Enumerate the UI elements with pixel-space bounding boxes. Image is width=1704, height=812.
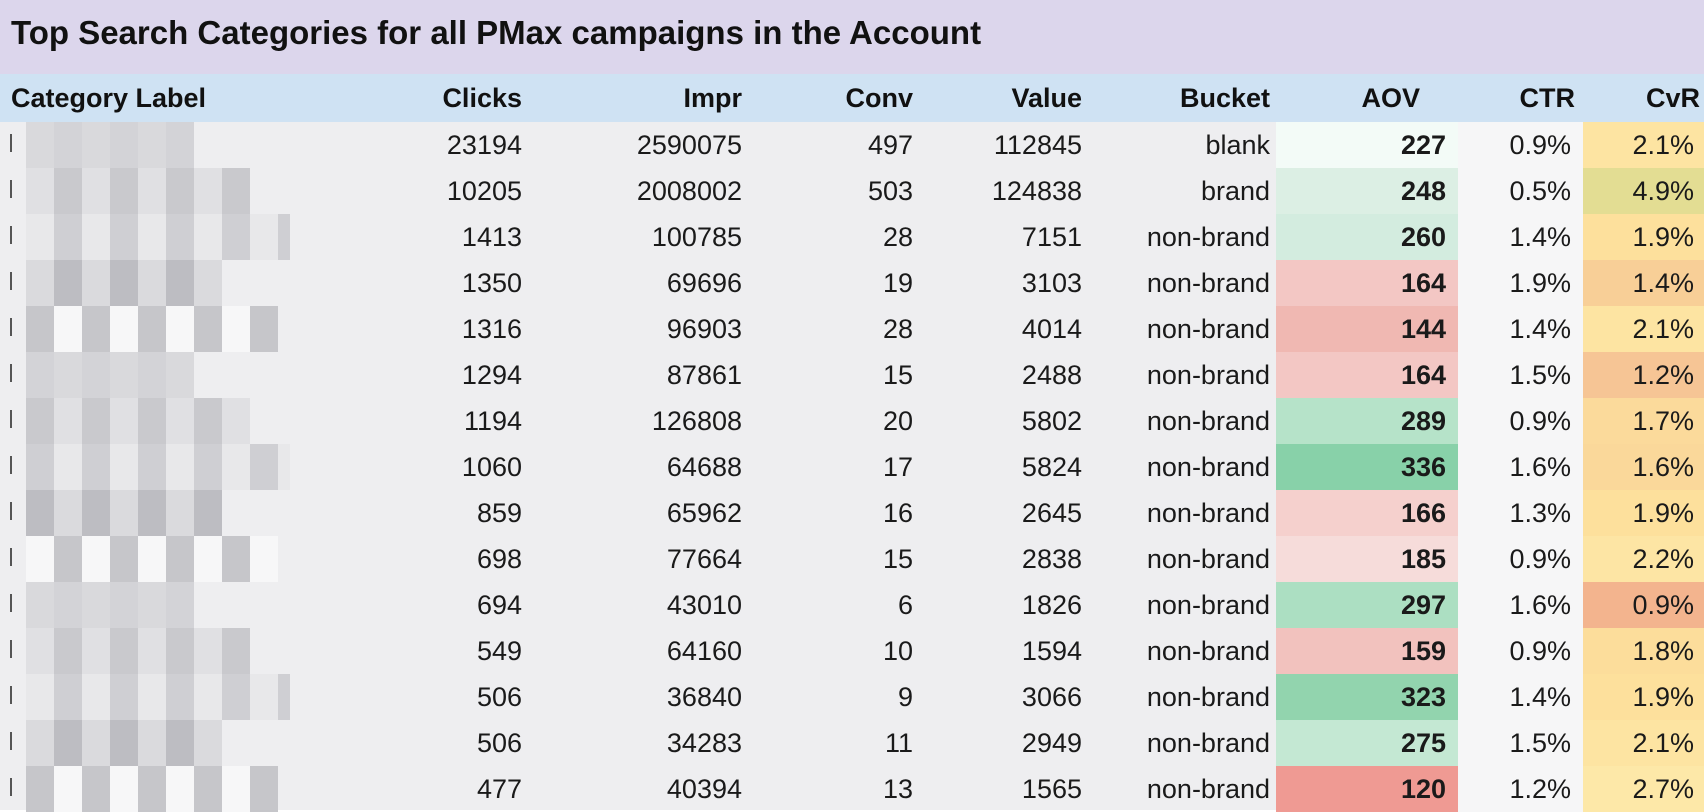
- table-row[interactable]: [0, 352, 1704, 398]
- redaction-block: [26, 260, 54, 306]
- redaction-block: [166, 582, 194, 628]
- header-value[interactable]: Value: [1011, 83, 1082, 113]
- redaction-block: [82, 720, 110, 766]
- cell-clicks[interactable]: 477: [476, 774, 522, 804]
- cell-impr[interactable]: 40394: [666, 774, 742, 804]
- cell-conv[interactable]: 16: [882, 498, 913, 528]
- cell-bucket[interactable]: non-brand: [1146, 544, 1270, 574]
- cell-ctr[interactable]: 0.9%: [1458, 536, 1583, 582]
- cell-conv[interactable]: 6: [897, 590, 913, 620]
- redaction-block: [166, 674, 194, 720]
- redaction-block: [166, 628, 194, 674]
- redaction-block: [222, 444, 250, 490]
- redaction-block: [222, 628, 250, 674]
- redaction-block: [194, 168, 222, 214]
- redaction-block: [54, 306, 82, 352]
- cell-cvr[interactable]: 4.9%: [1583, 168, 1704, 214]
- table-row[interactable]: [0, 536, 1704, 582]
- redaction-block: [278, 214, 290, 260]
- redaction-block: [138, 720, 166, 766]
- redaction-block: [54, 168, 82, 214]
- cell-bucket[interactable]: non-brand: [1146, 360, 1270, 390]
- redaction-block: [82, 352, 110, 398]
- redaction-block: [194, 214, 222, 260]
- redaction-block: [82, 582, 110, 628]
- cell-aov[interactable]: 289: [1276, 398, 1458, 444]
- redaction-block: [110, 352, 138, 398]
- redaction-block: [222, 398, 250, 444]
- table-row[interactable]: [0, 674, 1704, 720]
- table-row[interactable]: [0, 168, 1704, 214]
- redaction-block: [110, 398, 138, 444]
- label-fragment: [10, 410, 12, 428]
- redaction-block: [54, 582, 82, 628]
- label-fragment: [10, 272, 12, 290]
- cell-value[interactable]: 112845: [993, 130, 1082, 160]
- cell-impr[interactable]: 34283: [666, 728, 742, 758]
- category-label-redacted: [0, 582, 290, 628]
- redaction-block: [110, 122, 138, 168]
- cell-ctr[interactable]: 1.6%: [1458, 582, 1583, 628]
- cell-cvr[interactable]: 2.1%: [1583, 306, 1704, 352]
- cell-ctr[interactable]: 1.2%: [1458, 766, 1583, 812]
- label-fragment: [10, 134, 12, 152]
- redaction-block: [166, 260, 194, 306]
- cell-aov[interactable]: 144: [1276, 306, 1458, 352]
- cell-clicks[interactable]: 694: [476, 590, 522, 620]
- cell-bucket[interactable]: non-brand: [1146, 222, 1270, 252]
- label-fragment: [10, 732, 12, 750]
- label-fragment: [10, 640, 12, 658]
- category-label-redacted: [0, 306, 290, 352]
- redaction-block: [222, 766, 250, 812]
- redaction-block: [250, 214, 278, 260]
- redaction-block: [54, 260, 82, 306]
- redaction-block: [166, 536, 194, 582]
- redaction-block: [138, 306, 166, 352]
- cell-bucket[interactable]: non-brand: [1146, 452, 1270, 482]
- cell-clicks[interactable]: 1194: [463, 406, 522, 436]
- redaction-block: [54, 674, 82, 720]
- redaction-block: [138, 674, 166, 720]
- cell-aov[interactable]: 297: [1276, 582, 1458, 628]
- redaction-block: [166, 214, 194, 260]
- cell-value[interactable]: 2949: [1021, 728, 1082, 758]
- redaction-block: [194, 674, 222, 720]
- cell-clicks[interactable]: 1294: [461, 360, 522, 390]
- redaction-block: [26, 536, 54, 582]
- cell-ctr[interactable]: 1.4%: [1458, 214, 1583, 260]
- cell-aov[interactable]: 260: [1276, 214, 1458, 260]
- redaction-block: [82, 122, 110, 168]
- cell-conv[interactable]: 11: [884, 728, 913, 758]
- table-row[interactable]: [0, 398, 1704, 444]
- redaction-block: [54, 444, 82, 490]
- redaction-block: [26, 674, 54, 720]
- cell-cvr[interactable]: 1.9%: [1583, 674, 1704, 720]
- redaction-block: [138, 122, 166, 168]
- cell-impr[interactable]: 64688: [666, 452, 742, 482]
- table-row[interactable]: [0, 260, 1704, 306]
- cell-value[interactable]: 5802: [1021, 406, 1082, 436]
- redaction-block: [54, 766, 82, 812]
- redaction-block: [194, 720, 222, 766]
- redaction-block: [166, 766, 194, 812]
- cell-clicks[interactable]: 1316: [461, 314, 522, 344]
- cell-value[interactable]: 3103: [1021, 268, 1082, 298]
- cell-clicks[interactable]: 549: [476, 636, 522, 666]
- redaction-block: [222, 168, 250, 214]
- redaction-block: [26, 628, 54, 674]
- cell-impr[interactable]: 65962: [666, 498, 742, 528]
- cell-value[interactable]: 3066: [1021, 682, 1082, 712]
- cell-conv[interactable]: 9: [897, 682, 913, 712]
- cell-cvr[interactable]: 1.7%: [1583, 398, 1704, 444]
- cell-clicks[interactable]: 1060: [461, 452, 522, 482]
- cell-clicks[interactable]: 23194: [446, 130, 522, 160]
- cell-cvr[interactable]: 0.9%: [1583, 582, 1704, 628]
- category-label-redacted: [0, 122, 290, 168]
- cell-conv[interactable]: 28: [882, 314, 913, 344]
- redaction-block: [138, 582, 166, 628]
- redaction-block: [138, 766, 166, 812]
- header-conv[interactable]: Conv: [845, 83, 913, 113]
- label-fragment: [10, 548, 12, 566]
- redaction-block: [138, 214, 166, 260]
- cell-clicks[interactable]: 698: [476, 544, 522, 574]
- category-label-redacted: [0, 490, 290, 536]
- cell-value[interactable]: 5824: [1021, 452, 1082, 482]
- redaction-block: [138, 444, 166, 490]
- redaction-block: [54, 490, 82, 536]
- redaction-block: [138, 398, 166, 444]
- redaction-block: [138, 628, 166, 674]
- redaction-block: [26, 720, 54, 766]
- redaction-block: [26, 214, 54, 260]
- cell-clicks[interactable]: 506: [476, 728, 522, 758]
- header-impr[interactable]: Impr: [683, 83, 742, 113]
- cell-bucket[interactable]: non-brand: [1146, 314, 1270, 344]
- category-label-redacted: [0, 352, 290, 398]
- cell-clicks[interactable]: 10205: [446, 176, 522, 206]
- redaction-block: [26, 490, 54, 536]
- redaction-block: [82, 490, 110, 536]
- cell-cvr[interactable]: 2.7%: [1583, 766, 1704, 812]
- redaction-block: [110, 168, 138, 214]
- redaction-block: [54, 398, 82, 444]
- cell-impr[interactable]: 87861: [666, 360, 742, 390]
- redaction-block: [26, 352, 54, 398]
- redaction-block: [54, 122, 82, 168]
- header-cvr[interactable]: CvR: [1645, 83, 1700, 113]
- cell-conv[interactable]: 10: [882, 636, 913, 666]
- label-fragment: [10, 364, 12, 382]
- cell-bucket[interactable]: non-brand: [1146, 498, 1270, 528]
- cell-value[interactable]: 1565: [1021, 774, 1082, 804]
- redaction-block: [54, 720, 82, 766]
- category-label-redacted: [0, 766, 290, 812]
- cell-ctr[interactable]: 1.6%: [1458, 444, 1583, 490]
- cell-impr[interactable]: 77664: [666, 544, 742, 574]
- cell-bucket[interactable]: non-brand: [1146, 682, 1270, 712]
- table-row[interactable]: [0, 766, 1704, 812]
- cell-bucket[interactable]: blank: [1205, 130, 1270, 160]
- table-row[interactable]: [0, 490, 1704, 536]
- redaction-block: [82, 398, 110, 444]
- cell-ctr[interactable]: 1.5%: [1458, 720, 1583, 766]
- redaction-block: [222, 674, 250, 720]
- redaction-block: [82, 628, 110, 674]
- cell-impr[interactable]: 36840: [666, 682, 742, 712]
- redaction-block: [26, 306, 54, 352]
- redaction-block: [194, 490, 222, 536]
- cell-cvr[interactable]: 1.2%: [1583, 352, 1704, 398]
- redaction-block: [110, 674, 138, 720]
- cell-ctr[interactable]: 1.5%: [1458, 352, 1583, 398]
- cell-value[interactable]: 2488: [1021, 360, 1082, 390]
- cell-value[interactable]: 1594: [1021, 636, 1082, 666]
- redaction-block: [54, 352, 82, 398]
- redaction-block: [222, 536, 250, 582]
- table-row[interactable]: [0, 628, 1704, 674]
- cell-bucket[interactable]: non-brand: [1146, 268, 1270, 298]
- cell-aov[interactable]: 164: [1276, 260, 1458, 306]
- redaction-block: [82, 260, 110, 306]
- redaction-block: [110, 766, 138, 812]
- redaction-block: [54, 628, 82, 674]
- redaction-block: [82, 214, 110, 260]
- redaction-block: [110, 214, 138, 260]
- redaction-block: [222, 306, 250, 352]
- cell-bucket[interactable]: non-brand: [1146, 636, 1270, 666]
- redaction-block: [194, 260, 222, 306]
- cell-cvr[interactable]: 1.4%: [1583, 260, 1704, 306]
- cell-aov[interactable]: 227: [1276, 122, 1458, 168]
- cell-cvr[interactable]: 2.2%: [1583, 536, 1704, 582]
- table-row[interactable]: [0, 720, 1704, 766]
- redaction-block: [54, 214, 82, 260]
- category-label-redacted: [0, 260, 290, 306]
- cell-cvr[interactable]: 1.9%: [1583, 214, 1704, 260]
- category-label-redacted: [0, 720, 290, 766]
- cell-aov[interactable]: 185: [1276, 536, 1458, 582]
- cell-cvr[interactable]: 1.9%: [1583, 490, 1704, 536]
- redaction-block: [278, 444, 290, 490]
- category-label-redacted: [0, 398, 290, 444]
- cell-value[interactable]: 2645: [1021, 498, 1082, 528]
- cell-cvr[interactable]: 2.1%: [1583, 122, 1704, 168]
- redaction-block: [194, 398, 222, 444]
- cell-aov[interactable]: 164: [1276, 352, 1458, 398]
- cell-ctr[interactable]: 0.9%: [1458, 122, 1583, 168]
- cell-ctr[interactable]: 1.4%: [1458, 674, 1583, 720]
- cell-aov[interactable]: 159: [1276, 628, 1458, 674]
- redaction-block: [138, 536, 166, 582]
- table-row[interactable]: [0, 214, 1704, 260]
- table-row[interactable]: [0, 582, 1704, 628]
- redaction-block: [138, 168, 166, 214]
- table-row[interactable]: [0, 444, 1704, 490]
- header-clicks[interactable]: Clicks: [442, 83, 522, 113]
- cell-conv[interactable]: 15: [882, 360, 913, 390]
- redaction-block: [250, 766, 278, 812]
- cell-bucket[interactable]: non-brand: [1146, 406, 1270, 436]
- category-label-redacted: [0, 536, 290, 582]
- redaction-block: [82, 168, 110, 214]
- redaction-block: [278, 674, 290, 720]
- label-fragment: [10, 594, 12, 612]
- redaction-block: [26, 398, 54, 444]
- cell-conv[interactable]: 15: [882, 544, 913, 574]
- redaction-block: [250, 536, 278, 582]
- cell-value[interactable]: 4014: [1021, 314, 1082, 344]
- redaction-block: [138, 490, 166, 536]
- redaction-block: [26, 582, 54, 628]
- cell-cvr[interactable]: 1.6%: [1583, 444, 1704, 490]
- redaction-block: [110, 628, 138, 674]
- redaction-block: [26, 766, 54, 812]
- label-fragment: [10, 180, 12, 198]
- redaction-block: [166, 352, 194, 398]
- redaction-block: [194, 536, 222, 582]
- cell-cvr[interactable]: 1.8%: [1583, 628, 1704, 674]
- cell-conv[interactable]: 20: [882, 406, 913, 436]
- redaction-block: [194, 444, 222, 490]
- redaction-block: [250, 674, 278, 720]
- label-fragment: [10, 502, 12, 520]
- redaction-block: [26, 122, 54, 168]
- redaction-block: [166, 306, 194, 352]
- redaction-block: [166, 122, 194, 168]
- cell-impr[interactable]: 43010: [666, 590, 742, 620]
- cell-clicks[interactable]: 859: [476, 498, 522, 528]
- cell-conv[interactable]: 17: [882, 452, 913, 482]
- redaction-block: [194, 628, 222, 674]
- cell-conv[interactable]: 503: [867, 176, 913, 206]
- label-fragment: [10, 318, 12, 336]
- redaction-block: [82, 306, 110, 352]
- cell-impr[interactable]: 96903: [666, 314, 742, 344]
- redaction-block: [166, 444, 194, 490]
- sheet-title: Top Search Categories for all PMax campaigns in the Account: [11, 14, 982, 51]
- redaction-block: [110, 582, 138, 628]
- cell-bucket[interactable]: non-brand: [1146, 774, 1270, 804]
- redaction-block: [166, 720, 194, 766]
- redaction-block: [166, 398, 194, 444]
- cell-value[interactable]: 124838: [991, 176, 1082, 206]
- category-label-redacted: [0, 168, 290, 214]
- header-bucket[interactable]: Bucket: [1179, 83, 1270, 113]
- cell-conv[interactable]: 28: [882, 222, 913, 252]
- category-label-redacted: [0, 628, 290, 674]
- cell-bucket[interactable]: brand: [1200, 176, 1270, 206]
- cell-bucket[interactable]: non-brand: [1146, 728, 1270, 758]
- redaction-block: [110, 306, 138, 352]
- redaction-block: [110, 536, 138, 582]
- title-bar: [0, 0, 1704, 74]
- cell-impr[interactable]: 64160: [666, 636, 742, 666]
- header-ctr[interactable]: CTR: [1519, 83, 1575, 113]
- redaction-block: [166, 168, 194, 214]
- category-label-redacted: [0, 674, 290, 720]
- cell-aov[interactable]: 248: [1276, 168, 1458, 214]
- cell-value[interactable]: 7151: [1021, 222, 1082, 252]
- cell-conv[interactable]: 13: [882, 774, 913, 804]
- redaction-block: [138, 260, 166, 306]
- cell-impr[interactable]: 126808: [651, 406, 742, 436]
- redaction-block: [110, 444, 138, 490]
- redaction-block: [82, 766, 110, 812]
- cell-ctr[interactable]: 0.9%: [1458, 628, 1583, 674]
- cell-conv[interactable]: 497: [867, 130, 913, 160]
- category-label-redacted: [0, 444, 290, 490]
- cell-aov[interactable]: 336: [1276, 444, 1458, 490]
- redaction-block: [250, 444, 278, 490]
- cell-ctr[interactable]: 1.9%: [1458, 260, 1583, 306]
- cell-aov[interactable]: 323: [1276, 674, 1458, 720]
- table-body: [0, 122, 1704, 810]
- redaction-block: [54, 536, 82, 582]
- cell-impr[interactable]: 69696: [666, 268, 742, 298]
- cell-bucket[interactable]: non-brand: [1146, 590, 1270, 620]
- cell-cvr[interactable]: 2.1%: [1583, 720, 1704, 766]
- table-row[interactable]: [0, 306, 1704, 352]
- cell-aov[interactable]: 166: [1276, 490, 1458, 536]
- redaction-block: [26, 444, 54, 490]
- cell-clicks[interactable]: 1350: [461, 268, 522, 298]
- cell-value[interactable]: 1826: [1021, 590, 1082, 620]
- redaction-block: [110, 260, 138, 306]
- cell-impr[interactable]: 2590075: [636, 130, 742, 160]
- cell-impr[interactable]: 100785: [651, 222, 742, 252]
- category-label-redacted: [0, 214, 290, 260]
- header-aov[interactable]: AOV: [1361, 83, 1420, 113]
- redaction-block: [194, 766, 222, 812]
- cell-ctr[interactable]: 0.9%: [1458, 398, 1583, 444]
- redaction-block: [138, 352, 166, 398]
- redaction-block: [82, 536, 110, 582]
- header-category-label[interactable]: Category Label: [11, 83, 207, 113]
- redaction-block: [194, 306, 222, 352]
- cell-conv[interactable]: 19: [882, 268, 913, 298]
- redaction-block: [110, 490, 138, 536]
- cell-clicks[interactable]: 506: [476, 682, 522, 712]
- label-fragment: [10, 456, 12, 474]
- cell-aov[interactable]: 120: [1276, 766, 1458, 812]
- cell-impr[interactable]: 2008002: [636, 176, 742, 206]
- redaction-block: [250, 306, 278, 352]
- cell-ctr[interactable]: 1.3%: [1458, 490, 1583, 536]
- table-row[interactable]: [0, 122, 1704, 168]
- redaction-block: [222, 214, 250, 260]
- cell-ctr[interactable]: 1.4%: [1458, 306, 1583, 352]
- redaction-block: [26, 168, 54, 214]
- table-header: [0, 74, 1704, 122]
- label-fragment: [10, 686, 12, 704]
- cell-aov[interactable]: 275: [1276, 720, 1458, 766]
- redaction-block: [82, 444, 110, 490]
- label-fragment: [10, 226, 12, 244]
- cell-clicks[interactable]: 1413: [461, 222, 522, 252]
- redaction-block: [82, 674, 110, 720]
- redaction-block: [110, 720, 138, 766]
- redaction-block: [166, 490, 194, 536]
- label-fragment: [10, 778, 12, 796]
- cell-ctr[interactable]: 0.5%: [1458, 168, 1583, 214]
- cell-value[interactable]: 2838: [1021, 544, 1082, 574]
